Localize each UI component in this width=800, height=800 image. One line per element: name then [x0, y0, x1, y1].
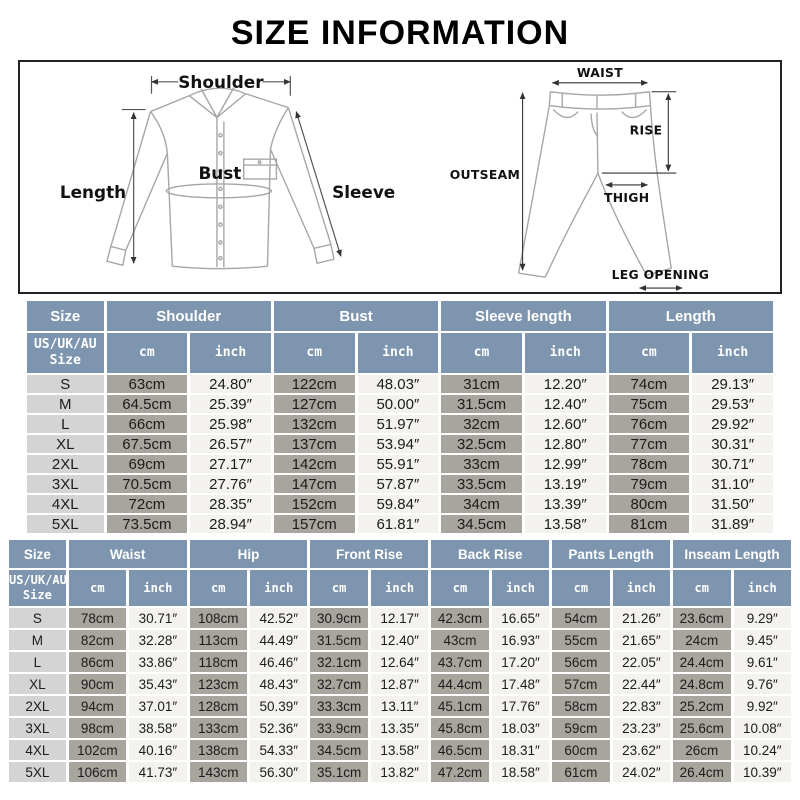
- inch-value-cell: 13.19″: [525, 475, 606, 493]
- size-cell: 2XL: [9, 696, 66, 716]
- inch-value-cell: 9.29″: [734, 608, 792, 628]
- inch-value-cell: 31.10″: [692, 475, 773, 493]
- inch-value-cell: 13.82″: [371, 762, 428, 782]
- inch-value-cell: 57.87″: [358, 475, 439, 493]
- inch-value-cell: 9.92″: [734, 696, 792, 716]
- subheader-inch: inch: [129, 570, 186, 606]
- inch-value-cell: 31.50″: [692, 495, 773, 513]
- cm-value-cell: 32cm: [441, 415, 522, 433]
- size-cell: L: [27, 415, 104, 433]
- shirt-unit-header-row: [27, 333, 773, 373]
- column-header-inseam-length: Inseam Length: [673, 540, 791, 568]
- cm-value-cell: 138cm: [190, 740, 247, 760]
- size-cell: M: [27, 395, 104, 413]
- cm-value-cell: 63cm: [107, 375, 188, 393]
- pants-waist-label: WAIST: [576, 64, 623, 80]
- cm-value-cell: 32.1cm: [310, 652, 367, 672]
- cm-value-cell: 25.6cm: [673, 718, 730, 738]
- table-row: [27, 515, 773, 533]
- subheader-cm: cm: [673, 570, 730, 606]
- pants-outseam-label: OUTSEAM: [449, 166, 521, 182]
- column-header-size: Size: [9, 540, 66, 568]
- shirt-sleeve-label: Sleeve: [332, 181, 396, 202]
- pants-size-table: [6, 538, 794, 784]
- inch-value-cell: 12.40″: [371, 630, 428, 650]
- cm-value-cell: 128cm: [190, 696, 247, 716]
- inch-value-cell: 42.52″: [250, 608, 307, 628]
- inch-value-cell: 12.99″: [525, 455, 606, 473]
- cm-value-cell: 59cm: [552, 718, 609, 738]
- subheader-cm: cm: [107, 333, 188, 373]
- inch-value-cell: 17.20″: [492, 652, 549, 672]
- cm-value-cell: 80cm: [609, 495, 690, 513]
- cm-value-cell: 67.5cm: [107, 435, 188, 453]
- pants-diagram: [401, 62, 779, 292]
- inch-value-cell: 30.31″: [692, 435, 773, 453]
- inch-value-cell: 10.39″: [734, 762, 792, 782]
- size-cell: 4XL: [9, 740, 66, 760]
- cm-value-cell: 108cm: [190, 608, 247, 628]
- inch-value-cell: 22.83″: [613, 696, 670, 716]
- inch-value-cell: 41.73″: [129, 762, 186, 782]
- inch-value-cell: 61.81″: [358, 515, 439, 533]
- inch-value-cell: 54.33″: [250, 740, 307, 760]
- column-header-hip: Hip: [190, 540, 308, 568]
- cm-value-cell: 133cm: [190, 718, 247, 738]
- cm-value-cell: 33.9cm: [310, 718, 367, 738]
- cm-value-cell: 137cm: [274, 435, 355, 453]
- cm-value-cell: 76cm: [609, 415, 690, 433]
- inch-value-cell: 21.26″: [613, 608, 670, 628]
- size-cell: 5XL: [9, 762, 66, 782]
- inch-value-cell: 12.20″: [525, 375, 606, 393]
- inch-value-cell: 18.31″: [492, 740, 549, 760]
- subheader-inch: inch: [613, 570, 670, 606]
- inch-value-cell: 29.53″: [692, 395, 773, 413]
- page-title: SIZE INFORMATION: [230, 14, 570, 52]
- inch-value-cell: 30.71″: [129, 608, 186, 628]
- cm-value-cell: 127cm: [274, 395, 355, 413]
- cm-value-cell: 132cm: [274, 415, 355, 433]
- cm-value-cell: 43.7cm: [431, 652, 488, 672]
- cm-value-cell: 64.5cm: [107, 395, 188, 413]
- cm-value-cell: 78cm: [69, 608, 126, 628]
- cm-value-cell: 35.1cm: [310, 762, 367, 782]
- cm-value-cell: 43cm: [431, 630, 488, 650]
- inch-value-cell: 12.80″: [525, 435, 606, 453]
- inch-value-cell: 40.16″: [129, 740, 186, 760]
- pants-table-body: [9, 608, 791, 782]
- column-header-front-rise: Front Rise: [310, 540, 428, 568]
- subheader-us-uk-au-size: US/UK/AU Size: [27, 333, 104, 373]
- subheader-inch: inch: [692, 333, 773, 373]
- cm-value-cell: 34cm: [441, 495, 522, 513]
- cm-value-cell: 55cm: [552, 630, 609, 650]
- inch-value-cell: 17.48″: [492, 674, 549, 694]
- table-row: [27, 495, 773, 513]
- cm-value-cell: 78cm: [609, 455, 690, 473]
- size-cell: 3XL: [9, 718, 66, 738]
- cm-value-cell: 98cm: [69, 718, 126, 738]
- cm-value-cell: 56cm: [552, 652, 609, 672]
- cm-value-cell: 73.5cm: [107, 515, 188, 533]
- subheader-inch: inch: [190, 333, 271, 373]
- inch-value-cell: 51.97″: [358, 415, 439, 433]
- cm-value-cell: 47.2cm: [431, 762, 488, 782]
- cm-value-cell: 33cm: [441, 455, 522, 473]
- cm-value-cell: 122cm: [274, 375, 355, 393]
- cm-value-cell: 23.6cm: [673, 608, 730, 628]
- inch-value-cell: 37.01″: [129, 696, 186, 716]
- inch-value-cell: 50.39″: [250, 696, 307, 716]
- table-row: [9, 718, 791, 738]
- cm-value-cell: 123cm: [190, 674, 247, 694]
- table-row: [9, 740, 791, 760]
- cm-value-cell: 106cm: [69, 762, 126, 782]
- table-row: [27, 455, 773, 473]
- subheader-inch: inch: [371, 570, 428, 606]
- subheader-inch: inch: [250, 570, 307, 606]
- cm-value-cell: 33.5cm: [441, 475, 522, 493]
- inch-value-cell: 22.05″: [613, 652, 670, 672]
- cm-value-cell: 74cm: [609, 375, 690, 393]
- cm-value-cell: 34.5cm: [310, 740, 367, 760]
- inch-value-cell: 13.35″: [371, 718, 428, 738]
- subheader-cm: cm: [190, 570, 247, 606]
- pants-rise-label: RISE: [629, 122, 663, 138]
- shirt-diagram-container: [20, 62, 400, 292]
- inch-value-cell: 26.57″: [190, 435, 271, 453]
- subheader-cm: cm: [274, 333, 355, 373]
- inch-value-cell: 10.08″: [734, 718, 792, 738]
- inch-value-cell: 59.84″: [358, 495, 439, 513]
- cm-value-cell: 94cm: [69, 696, 126, 716]
- table-row: [27, 475, 773, 493]
- inch-value-cell: 30.71″: [692, 455, 773, 473]
- cm-value-cell: 57cm: [552, 674, 609, 694]
- inch-value-cell: 12.64″: [371, 652, 428, 672]
- inch-value-cell: 22.44″: [613, 674, 670, 694]
- inch-value-cell: 32.28″: [129, 630, 186, 650]
- inch-value-cell: 13.58″: [525, 515, 606, 533]
- size-cell: 4XL: [27, 495, 104, 513]
- size-cell: S: [9, 608, 66, 628]
- inch-value-cell: 17.76″: [492, 696, 549, 716]
- pants-outline: [519, 92, 672, 277]
- inch-value-cell: 28.35″: [190, 495, 271, 513]
- inch-value-cell: 48.03″: [358, 375, 439, 393]
- table-row: [27, 375, 773, 393]
- column-header-size: Size: [27, 301, 104, 331]
- cm-value-cell: 46.5cm: [431, 740, 488, 760]
- inch-value-cell: 53.94″: [358, 435, 439, 453]
- inch-value-cell: 9.61″: [734, 652, 792, 672]
- cm-value-cell: 26.4cm: [673, 762, 730, 782]
- inch-value-cell: 25.39″: [190, 395, 271, 413]
- cm-value-cell: 54cm: [552, 608, 609, 628]
- subheader-cm: cm: [69, 570, 126, 606]
- table-row: [27, 395, 773, 413]
- cm-value-cell: 143cm: [190, 762, 247, 782]
- pants-diagram-container: [400, 62, 780, 292]
- table-row: [9, 652, 791, 672]
- inch-value-cell: 31.89″: [692, 515, 773, 533]
- cm-value-cell: 82cm: [69, 630, 126, 650]
- subheader-cm: cm: [609, 333, 690, 373]
- inch-value-cell: 28.94″: [190, 515, 271, 533]
- cm-value-cell: 102cm: [69, 740, 126, 760]
- column-header-shoulder: Shoulder: [107, 301, 271, 331]
- shirt-length-label: Length: [59, 181, 127, 202]
- inch-value-cell: 16.65″: [492, 608, 549, 628]
- size-cell: 2XL: [27, 455, 104, 473]
- cm-value-cell: 75cm: [609, 395, 690, 413]
- cm-value-cell: 44.4cm: [431, 674, 488, 694]
- inch-value-cell: 10.24″: [734, 740, 792, 760]
- subheader-inch: inch: [358, 333, 439, 373]
- pants-thigh-label: THIGH: [603, 189, 650, 205]
- subheader-cm: cm: [310, 570, 367, 606]
- inch-value-cell: 46.46″: [250, 652, 307, 672]
- subheader-inch: inch: [492, 570, 549, 606]
- inch-value-cell: 35.43″: [129, 674, 186, 694]
- inch-value-cell: 48.43″: [250, 674, 307, 694]
- inch-value-cell: 24.80″: [190, 375, 271, 393]
- shirt-table-body: [27, 375, 773, 533]
- inch-value-cell: 9.45″: [734, 630, 792, 650]
- cm-value-cell: 90cm: [69, 674, 126, 694]
- inch-value-cell: 25.98″: [190, 415, 271, 433]
- inch-value-cell: 13.39″: [525, 495, 606, 513]
- inch-value-cell: 23.23″: [613, 718, 670, 738]
- cm-value-cell: 34.5cm: [441, 515, 522, 533]
- size-cell: M: [9, 630, 66, 650]
- size-cell: 5XL: [27, 515, 104, 533]
- cm-value-cell: 31.5cm: [441, 395, 522, 413]
- inch-value-cell: 27.76″: [190, 475, 271, 493]
- table-row: [9, 608, 791, 628]
- inch-value-cell: 56.30″: [250, 762, 307, 782]
- subheader-cm: cm: [441, 333, 522, 373]
- inch-value-cell: 55.91″: [358, 455, 439, 473]
- table-row: [9, 696, 791, 716]
- cm-value-cell: 157cm: [274, 515, 355, 533]
- inch-value-cell: 27.17″: [190, 455, 271, 473]
- column-header-back-rise: Back Rise: [431, 540, 549, 568]
- size-cell: XL: [27, 435, 104, 453]
- size-cell: L: [9, 652, 66, 672]
- inch-value-cell: 12.87″: [371, 674, 428, 694]
- inch-value-cell: 16.93″: [492, 630, 549, 650]
- pants-group-header-row: [9, 540, 791, 568]
- inch-value-cell: 50.00″: [358, 395, 439, 413]
- inch-value-cell: 33.86″: [129, 652, 186, 672]
- shirt-size-table: [24, 299, 776, 535]
- cm-value-cell: 72cm: [107, 495, 188, 513]
- column-header-waist: Waist: [69, 540, 187, 568]
- inch-value-cell: 9.76″: [734, 674, 792, 694]
- size-cell: XL: [9, 674, 66, 694]
- cm-value-cell: 77cm: [609, 435, 690, 453]
- cm-value-cell: 69cm: [107, 455, 188, 473]
- inch-value-cell: 52.36″: [250, 718, 307, 738]
- cm-value-cell: 31.5cm: [310, 630, 367, 650]
- cm-value-cell: 24.4cm: [673, 652, 730, 672]
- table-row: [9, 762, 791, 782]
- cm-value-cell: 33.3cm: [310, 696, 367, 716]
- cm-value-cell: 79cm: [609, 475, 690, 493]
- cm-value-cell: 142cm: [274, 455, 355, 473]
- pants-leg-opening-label: LEG OPENING: [611, 267, 710, 283]
- inch-value-cell: 29.13″: [692, 375, 773, 393]
- pants-unit-header-row: [9, 570, 791, 606]
- inch-value-cell: 12.17″: [371, 608, 428, 628]
- size-cell: S: [27, 375, 104, 393]
- table-row: [27, 435, 773, 453]
- cm-value-cell: 113cm: [190, 630, 247, 650]
- table-row: [9, 674, 791, 694]
- cm-value-cell: 31cm: [441, 375, 522, 393]
- inch-value-cell: 18.03″: [492, 718, 549, 738]
- subheader-inch: inch: [734, 570, 792, 606]
- cm-value-cell: 25.2cm: [673, 696, 730, 716]
- inch-value-cell: 29.92″: [692, 415, 773, 433]
- column-header-length: Length: [609, 301, 773, 331]
- cm-value-cell: 45.1cm: [431, 696, 488, 716]
- subheader-inch: inch: [525, 333, 606, 373]
- table-row: [27, 415, 773, 433]
- cm-value-cell: 26cm: [673, 740, 730, 760]
- cm-value-cell: 45.8cm: [431, 718, 488, 738]
- inch-value-cell: 13.11″: [371, 696, 428, 716]
- cm-value-cell: 30.9cm: [310, 608, 367, 628]
- inch-value-cell: 24.02″: [613, 762, 670, 782]
- cm-value-cell: 61cm: [552, 762, 609, 782]
- cm-value-cell: 42.3cm: [431, 608, 488, 628]
- inch-value-cell: 44.49″: [250, 630, 307, 650]
- inch-value-cell: 38.58″: [129, 718, 186, 738]
- size-cell: 3XL: [27, 475, 104, 493]
- cm-value-cell: 147cm: [274, 475, 355, 493]
- subheader-us-uk-au-size: US/UK/AU Size: [9, 570, 66, 606]
- inch-value-cell: 23.62″: [613, 740, 670, 760]
- cm-value-cell: 24.8cm: [673, 674, 730, 694]
- cm-value-cell: 118cm: [190, 652, 247, 672]
- inch-value-cell: 21.65″: [613, 630, 670, 650]
- shirt-bust-label: Bust: [198, 162, 242, 183]
- cm-value-cell: 81cm: [609, 515, 690, 533]
- cm-value-cell: 70.5cm: [107, 475, 188, 493]
- subheader-cm: cm: [431, 570, 488, 606]
- cm-value-cell: 152cm: [274, 495, 355, 513]
- measurement-diagram-panel: [18, 60, 782, 294]
- inch-value-cell: 12.60″: [525, 415, 606, 433]
- table-row: [9, 630, 791, 650]
- column-header-pants-length: Pants Length: [552, 540, 670, 568]
- cm-value-cell: 58cm: [552, 696, 609, 716]
- cm-value-cell: 60cm: [552, 740, 609, 760]
- cm-value-cell: 66cm: [107, 415, 188, 433]
- column-header-sleeve-length: Sleeve length: [441, 301, 605, 331]
- shirt-diagram: [21, 62, 399, 292]
- subheader-cm: cm: [552, 570, 609, 606]
- shirt-shoulder-label: Shoulder: [178, 71, 264, 92]
- shirt-group-header-row: [27, 301, 773, 331]
- inch-value-cell: 18.58″: [492, 762, 549, 782]
- inch-value-cell: 13.58″: [371, 740, 428, 760]
- cm-value-cell: 86cm: [69, 652, 126, 672]
- cm-value-cell: 32.5cm: [441, 435, 522, 453]
- cm-value-cell: 24cm: [673, 630, 730, 650]
- column-header-bust: Bust: [274, 301, 438, 331]
- inch-value-cell: 12.40″: [525, 395, 606, 413]
- cm-value-cell: 32.7cm: [310, 674, 367, 694]
